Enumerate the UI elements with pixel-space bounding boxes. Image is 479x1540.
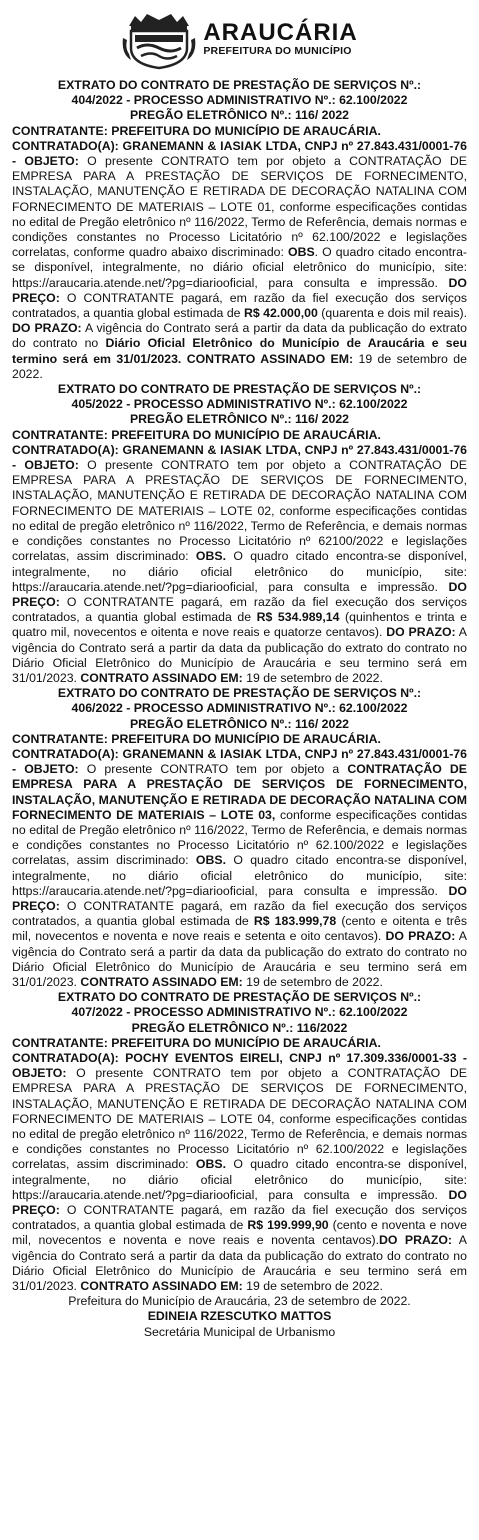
preco-label: DO PREÇO:: [12, 883, 467, 913]
contratado-label: CONTRATADO(A): GRANEMANN & IASIAK LTDA, CNPJ nº 27.843.431/0001-76 - OBJETO:: [12, 138, 467, 169]
extrato-title-line-3: PREGÃO ELETRÔNICO Nº.: 116/ 2022: [129, 108, 350, 123]
preco-label: DO PREÇO:: [12, 1187, 467, 1218]
prazo-bold-text: CONTRATO ASSINADO EM:: [80, 974, 243, 989]
objeto-text: O presente CONTRATO tem por objeto a CONTRATAÇÃO DE EMPRESA PARA A PRESTAÇÃO DE SERVIÇOS DE FORNECIMENTO, INSTALAÇÃO, MANUTENÇÃO E RETIRADA DE DECORAÇÃO NATALINA COM FORNECIMENTO DE MATERIAIS – LOTE 02, conforme especificações contidas no edital de pregão eletrônico nº 116/2022, Termo de Referência, e demais normas e condições constantes no Processo Licitatório nº 62100/2022 e legislações correlatas, assim discriminado:: [12, 458, 467, 564]
obs-label: OBS.: [195, 853, 226, 868]
prazo-label: DO PRAZO:: [12, 321, 82, 336]
objeto-intro: O presente CONTRATO tem por objeto a: [78, 762, 348, 777]
extrato-body: [12, 443, 467, 686]
prazo-bold-text: CONTRATO ASSINADO EM:: [80, 670, 243, 685]
valor-amount: R$ 183.999,78: [253, 914, 337, 929]
contratante-line: CONTRATANTE: PREFEITURA DO MUNICÍPIO DE ARAUCÁRIA.: [12, 731, 381, 746]
prazo-label: DO PRAZO:: [386, 625, 456, 640]
prazo-text: A vigência do Contrato será a partir da data da publicação do extrato do contrato no Diário Oficial Eletrônico do Município de Araucária e seu termino será em 31/01/2023.: [12, 929, 468, 989]
extrato-title-line-2: 407/2022 - PROCESSO ADMINISTRATIVO Nº.: 62.100/2022: [71, 1005, 408, 1020]
objeto-text: O presente CONTRATO tem por objeto a CONTRATAÇÃO DE EMPRESA PARA A PRESTAÇÃO DE SERVIÇOS DE FORNECIMENTO, INSTALAÇÃO, MANUTENÇÃO E RETIRADA DE DECORAÇÃO NATALINA COM FORNECIMENTO DE MATERIAIS – LOTE 04, conforme especificações contidas no edital de pregão eletrônico nº 116/2022, Termo de Referência, e demais normas e condições constantes no Processo Licitatório nº 62.100/2022 e legislações correlatas, assim discriminado:: [12, 1066, 467, 1172]
contratante-line: CONTRATANTE: PREFEITURA DO MUNICÍPIO DE ARAUCÁRIA.: [12, 427, 381, 442]
brand-block: [203, 21, 357, 57]
objeto-bold-text: CONTRATAÇÃO DE EMPRESA PARA A PRESTAÇÃO DE SERVIÇOS DE FORNECIMENTO, INSTALAÇÃO, MANUTENÇÃO E RETIRADA DE DECORAÇÃO NATALINA COM FORNECIMENTO DE MATERIAIS – LOTE 03,: [12, 762, 467, 822]
signer-role: Secretária Municipal de Urbanismo: [143, 1324, 336, 1339]
extrato-title-line-3: PREGÃO ELETRÔNICO Nº.: 116/ 2022: [129, 716, 350, 731]
valor-amount: R$ 199.999,90: [247, 1218, 329, 1233]
obs-text: O quadro citado encontra-se disponível, integralmente, no diário oficial eletrônico do município, site: https://araucaria.atende.net/?pg=diariooficial, para consulta e impressão.: [12, 549, 467, 594]
assinado-date: 19 de setembro de 2022.: [242, 974, 383, 989]
extrato-title-line-1: EXTRATO DO CONTRATO DE PRESTAÇÃO DE SERVIÇOS Nº.:: [57, 78, 422, 92]
valor-extenso: (cento e noventa e nove mil, novecentos e noventa e nove reais e noventa centavos).: [12, 1218, 467, 1248]
prazo-bold-text: CONTRATO ASSINADO EM:: [80, 1279, 243, 1294]
obs-text: . O quadro citado encontra-se disponível, integralmente, no diário oficial eletrônico do município, site: https://araucaria.atende.net/?pg=diariooficial, para consulta e impressão.: [12, 245, 468, 290]
valor-amount: R$ 42.000,00: [243, 306, 318, 321]
prazo-text: A vigência do Contrato será a partir da data da publicação do extrato do contrato no: [12, 321, 467, 351]
prazo-text: A vigência do Contrato será a partir da data da publicação do extrato do contrato no Diário Oficial Eletrônico do Município de Araucária e seu termino será em 31/01/2023.: [12, 1233, 467, 1294]
preco-label: DO PREÇO:: [12, 275, 467, 305]
extrato-title-line-1: EXTRATO DO CONTRATO DE PRESTAÇÃO DE SERVIÇOS Nº.:: [57, 382, 422, 397]
obs-text: O quadro citado encontra-se disponível, integralmente, no diário oficial eletrônico do município, site: https://araucaria.atende.net/?pg=diariooficial, para consulta e impressão.: [12, 853, 467, 898]
obs-label: OBS.: [195, 1157, 226, 1172]
extrato-body: [12, 139, 467, 382]
extrato-title-line-2: 404/2022 - PROCESSO ADMINISTRATIVO Nº.: 62.100/2022: [71, 93, 408, 108]
extrato-405: [12, 382, 467, 686]
contratado-label: CONTRATADO(A): GRANEMANN & IASIAK LTDA, CNPJ nº 27.843.431/0001-76 - OBJETO:: [12, 442, 467, 473]
extrato-title-line-1: EXTRATO DO CONTRATO DE PRESTAÇÃO DE SERVIÇOS Nº.:: [57, 686, 422, 701]
contratado-label: CONTRATADO(A): POCHY EVENTOS EIRELI, CNPJ nº 17.309.336/0001-33 - OBJETO:: [12, 1051, 467, 1081]
extrato-body: [12, 747, 467, 990]
contratante-line: CONTRATANTE: PREFEITURA DO MUNICÍPIO DE ARAUCÁRIA.: [12, 1035, 381, 1050]
objeto-text: O presente CONTRATO tem por objeto a CONTRATAÇÃO DE EMPRESA PARA A PRESTAÇÃO DE SERVIÇOS DE FORNECIMENTO, INSTALAÇÃO, MANUTENÇÃO E RETIRADA DE DECORAÇÃO NATALINA COM FORNECIMENTO DE MATERIAIS – LOTE 01, conforme especificações contidas no edital de Pregão eletrônico nº 116/2022, Termo de Referência, demais normas e condições constantes no Processo Licitatório nº 62.100/2022 e legislações correlatas, conforme quadro abaixo discriminado:: [12, 154, 467, 260]
preco-label: DO PREÇO:: [12, 579, 467, 609]
footer-place-date: Prefeitura do Município de Araucária, 23 de setembro de 2022.: [68, 1294, 411, 1309]
extrato-title-line-1: EXTRATO DO CONTRATO DE PRESTAÇÃO DE SERVIÇOS Nº.:: [57, 990, 422, 1005]
prazo-label: DO PRAZO:: [379, 1233, 453, 1248]
prazo-bold-text: Diário Oficial Eletrônico do Município de Araucária e seu termino será em 31/01/2023. CONTRATO ASSINADO EM:: [12, 336, 467, 366]
signer-name: EDINEIA RZESCUTKO MATTOS: [147, 1309, 332, 1324]
objeto-text: conforme especificações contidas no edital de Pregão eletrônico nº 116/2022, Termo de Referência, e demais normas e condições constantes no Processo Licitatório nº 62.100/2022 e legislações correlatas, assim discriminado:: [12, 807, 468, 868]
obs-label: OBS.: [195, 549, 226, 564]
obs-label: OBS: [288, 245, 315, 260]
valor-extenso: (quarenta e dois mil reais).: [317, 306, 468, 321]
extrato-406: [12, 686, 467, 990]
footer: [12, 1294, 467, 1340]
contratado-label: CONTRATADO(A): GRANEMANN & IASIAK LTDA, CNPJ nº 27.843.431/0001-76 - OBJETO:: [12, 746, 467, 777]
assinado-date: 19 de setembro de 2022.: [242, 670, 383, 685]
assinado-date: 19 de setembro de 2022.: [242, 1279, 383, 1294]
extrato-404: [12, 78, 467, 382]
preco-text: O CONTRATANTE pagará, em razão da fiel execução dos serviços contratados, a quantia global estimada de: [12, 1203, 467, 1233]
municipal-seal-logo: [121, 8, 197, 70]
extrato-title-line-2: 405/2022 - PROCESSO ADMINISTRATIVO Nº.: 62.100/2022: [71, 397, 408, 412]
brand-name: ARAUCÁRIA: [203, 19, 358, 46]
header: [12, 6, 467, 72]
extrato-title-line-3: PREGÃO ELETRÔNICO Nº.: 116/ 2022: [129, 412, 350, 427]
valor-extenso: (quinhentos e trinta e quatro mil, novecentos e oitenta e nove reais e quatorze centavos).: [12, 610, 468, 640]
extrato-title-line-3: PREGÃO ELETRÔNICO Nº.: 116/2022: [131, 1020, 348, 1035]
valor-amount: R$ 534.989,14: [256, 610, 340, 625]
preco-text: O CONTRATANTE pagará, em razão da fiel execução dos serviços contratados, a quantia global estimada de: [12, 290, 467, 321]
prazo-label: DO PRAZO:: [385, 929, 456, 944]
extrato-407: [12, 990, 467, 1294]
assinado-date: 19 de setembro de 2022.: [12, 351, 467, 381]
extrato-title-line-2: 406/2022 - PROCESSO ADMINISTRATIVO Nº.: 62.100/2022: [71, 701, 408, 716]
contratante-line: CONTRATANTE: PREFEITURA DO MUNICÍPIO DE ARAUCÁRIA.: [12, 123, 381, 138]
extrato-body: [12, 1051, 467, 1294]
brand-subtitle: PREFEITURA DO MUNICÍPIO: [203, 45, 352, 57]
preco-text: O CONTRATANTE pagará, em razão da fiel execução dos serviços contratados, a quantia global estimada de: [12, 594, 467, 625]
obs-text: O quadro citado encontra-se disponível, integralmente, no diário oficial eletrônico do município, site: https://araucaria.atende.net/?pg=diariooficial, para consulta e impressão.: [12, 1157, 467, 1202]
prazo-text: A vigência do Contrato será a partir da data da publicação do extrato do contrato no Diário Oficial Eletrônico do Município de Araucária e seu termino será em 31/01/2023.: [12, 625, 467, 685]
valor-extenso: (cento e oitenta e três mil, novecentos e noventa e nove reais e setenta e oito centavos).: [12, 914, 468, 944]
preco-text: O CONTRATANTE pagará, em razão da fiel execução dos serviços contratados, a quantia global estimada de: [12, 898, 467, 929]
